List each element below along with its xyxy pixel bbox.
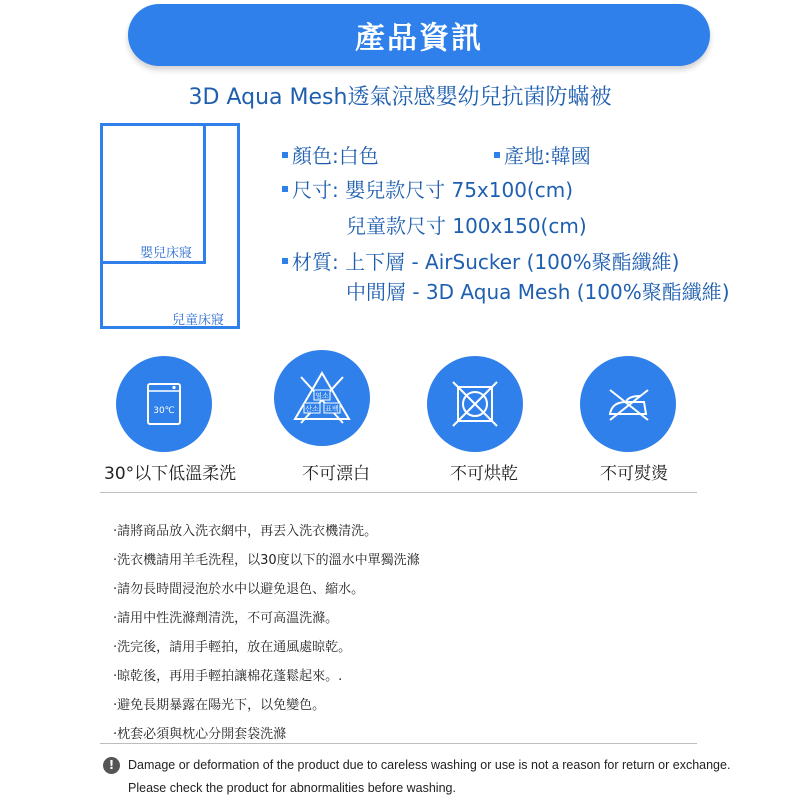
care-label-wash: 30°以下低溫柔洗: [104, 464, 237, 484]
spec-size: 尺寸: 嬰兒款尺寸 75x100(cm): [282, 174, 573, 203]
divider: [100, 492, 697, 493]
product-name: 3D Aqua Mesh透氣涼感嬰幼兒抗菌防蟎被: [188, 85, 612, 110]
no-tumble-dry-icon: [427, 356, 523, 452]
care-label-dry: 不可烘乾: [450, 464, 518, 484]
spec-color: 顏色:白色: [282, 140, 379, 169]
no-iron-icon: [580, 356, 676, 452]
care-label-iron: 不可熨燙: [600, 464, 668, 484]
bleach-text-right: 표백: [325, 405, 339, 413]
spec-material-middle: 中間層 - 3D Aqua Mesh (100%聚酯纖維): [346, 280, 730, 304]
care-label-bleach: 不可漂白: [302, 464, 370, 484]
child-bed-label: 兒童床寢: [172, 313, 225, 328]
list-item: ·洗完後，請用手輕拍，放在通風處晾乾。: [113, 640, 352, 655]
bullet-icon: [494, 152, 500, 158]
wash-30-icon: [116, 356, 212, 452]
spec-material: 材質: 上下層 - AirSucker (100%聚酯纖維): [282, 246, 679, 275]
list-item: ·枕套必須與枕心分開套袋洗滌: [113, 727, 287, 742]
bleach-text-top: 염소: [315, 392, 329, 400]
list-item: ·洗衣機請用羊毛洗程，以30度以下的溫水中單獨洗滌: [113, 553, 420, 568]
notice-line-2: Please check the product for abnormalities before washing.: [128, 781, 456, 795]
list-item: ·請將商品放入洗衣網中，再丟入洗衣機清洗。: [113, 524, 378, 539]
warning-icon: !: [103, 757, 120, 774]
page-title: 產品資訊: [355, 21, 483, 56]
spec-origin: 產地:韓國: [494, 140, 591, 169]
list-item: ·請勿長時間浸泡於水中以避免退色、縮水。: [113, 582, 365, 597]
no-bleach-icon: [274, 350, 370, 446]
bleach-text-left: 산소: [305, 405, 319, 413]
bullet-icon: [282, 258, 288, 264]
notice-line-1: Damage or deformation of the product due to careless washing or use is not a reason for return or exchange.: [128, 758, 731, 772]
list-item: ·請用中性洗滌劑清洗，不可高溫洗滌。: [113, 611, 339, 626]
bullet-icon: [282, 186, 288, 192]
spec-size-child: 兒童款尺寸 100x150(cm): [346, 214, 587, 238]
wash-temp-text: 30℃: [153, 406, 175, 416]
list-item: ·避免長期暴露在陽光下，以免變色。: [113, 698, 326, 713]
divider: [100, 743, 697, 744]
list-item: ·晾乾後，再用手輕拍讓棉花蓬鬆起來。.: [113, 669, 343, 684]
bullet-icon: [282, 152, 288, 158]
baby-bed-label: 嬰兒床寢: [140, 246, 193, 261]
header-banner: [128, 4, 710, 66]
